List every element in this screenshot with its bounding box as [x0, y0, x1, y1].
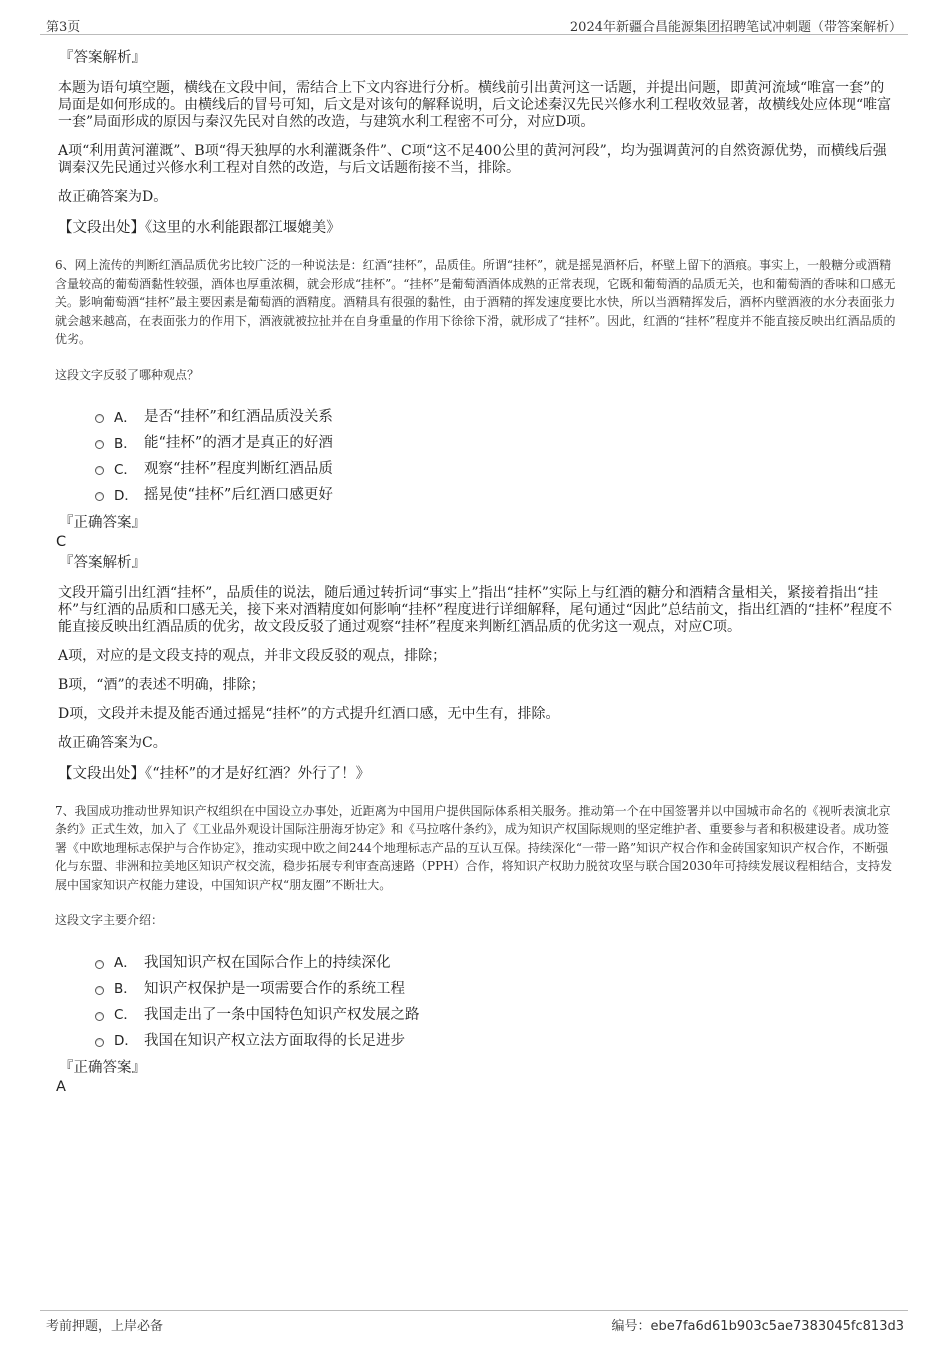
q5-analysis-para: 故正确答案为D。 [58, 189, 168, 205]
option-text: 是否“挂杯”和红酒品质没关系 [144, 409, 333, 425]
option-key: D． [114, 487, 138, 504]
q6-analysis-para: D项，文段并未提及能否通过摇晃“挂杯”的方式提升红酒口感，无中生有，排除。 [58, 705, 560, 722]
radio-icon[interactable] [95, 1038, 104, 1047]
footer-slogan: 考前押题，上岸必备 [46, 1319, 164, 1334]
radio-icon[interactable] [95, 492, 104, 501]
option-text: 我国在知识产权立法方面取得的长足进步 [144, 1032, 405, 1049]
page-header [40, 14, 908, 35]
q7-option-a[interactable] [95, 948, 897, 974]
q7-option-d[interactable] [95, 1026, 897, 1052]
option-text: 我国知识产权在国际合作上的持续深化 [144, 954, 391, 971]
q6-option-b[interactable] [95, 429, 897, 455]
option-key: A． [114, 955, 137, 971]
q6-option-a[interactable] [95, 403, 897, 429]
q6-prompt: 这段文字反驳了哪种观点？ [55, 367, 200, 382]
radio-icon[interactable] [95, 440, 104, 449]
option-key: A． [114, 409, 137, 426]
option-text: 知识产权保护是一项需要合作的系统工程 [144, 980, 405, 997]
q7-options [95, 948, 897, 1052]
q6-option-d[interactable] [95, 481, 897, 507]
q6-analysis-para: 故正确答案为C。 [58, 734, 167, 751]
q7-option-c[interactable] [95, 1000, 897, 1026]
q6-source: 【文段出处】《“挂杯”的才是好红酒？外行了！》 [58, 765, 371, 782]
main-content [55, 44, 897, 1096]
q7-answer: A [56, 1079, 66, 1095]
q5-analysis-label: 『答案解析』 [59, 50, 146, 66]
radio-icon[interactable] [95, 986, 104, 995]
option-text: 摇晃使“挂杯”后红酒口感更好 [144, 487, 333, 503]
q6-analysis-para: A项，对应的是文段支持的观点，并非文段反驳的观点，排除； [58, 647, 447, 664]
page-footer [40, 1310, 908, 1339]
q7-answer-label: 『正确答案』 [59, 1060, 146, 1076]
q6-option-c[interactable] [95, 455, 897, 481]
radio-icon[interactable] [95, 960, 104, 969]
q7-prompt: 这段文字主要介绍： [55, 913, 164, 927]
option-key: C． [114, 461, 137, 478]
option-text: 我国走出了一条中国特色知识产权发展之路 [144, 1006, 420, 1023]
option-text: 观察“挂杯”程度判断红酒品质 [144, 461, 333, 477]
q5-analysis-para: 本题为语句填空题，横线在文段中间，需结合上下文内容进行分析。横线前引出黄河这一话题，并提出问题，即黄河流域“唯富一套”的局面是如何形成的。由横线后的冒号可知，后文是对该句的解释说明，后文论述秦汉先民兴修水利工程收效显著，故横线处应体现“唯富一套”局面形成的原因与秦汉先民对自然的改造，与建筑水利工程密不可分，对应D项。 [58, 80, 892, 130]
q6-answer-label: 『正确答案』 [59, 514, 146, 531]
radio-icon[interactable] [95, 1012, 104, 1021]
option-text: 能“挂杯”的酒才是真正的好酒 [144, 435, 333, 451]
q6-answer: C [56, 533, 67, 550]
option-key: D． [114, 1033, 138, 1049]
document-title: 2024年新疆合昌能源集团招聘笔试冲刺题（带答案解析） [569, 20, 902, 35]
q7-question-text: 7、我国成功推动世界知识产权组织在中国设立办事处，近距离为中国用户提供国际体系相关服务。推动第一个在中国签署并以中国城市命名的《视听表演北京条约》正式生效，加入了《工业品外观设计国际注册海牙协定》和《马拉喀什条约》，成为知识产权国际规则的坚定维护者、重要参与者和积极建设者。成功签署《中欧地理标志保护与合作协定》，推动实现中欧之间244个地理标志产品的互认互保。持续深化“一带一路”知识产权合作和金砖国家知识产权合作，不断强化与东盟、非洲和拉美地区知识产权交流，稳步拓展专利审查高速路（PPH）合作，将知识产权助力脱贫攻坚与联合国2030年可持续发展议程相结合，支持发展中国家知识产权能力建设，中国知识产权“朋友圈”不断壮大。 [55, 803, 893, 892]
q7-option-b[interactable] [95, 974, 897, 1000]
option-key: B． [114, 981, 137, 997]
radio-icon[interactable] [95, 414, 104, 423]
q6-analysis-para: 文段开篇引出红酒“挂杯”，品质佳的说法，随后通过转折词“事实上”指出“挂杯”实际上与红酒的糖分和酒精含量相关，紧接着指出“挂杯”与红酒的品质和口感无关，接下来对酒精度如何影响“挂杯”程度进行详细解释，尾句通过“因此”总结前文，指出红酒的“挂杯”程度不能直接反映出红酒品质的优劣，故文段反驳了通过观察“挂杯”程度来判断红酒品质的优劣这一观点，对应C项。 [58, 584, 893, 635]
page-number: 第3页 [46, 20, 81, 35]
q6-options [95, 403, 897, 507]
q5-analysis-para: A项“利用黄河灌溉”、B项“得天独厚的水利灌溉条件”、C项“这不足400公里的黄河河段”，均为强调黄河的自然资源优势，而横线后强调秦汉先民通过兴修水利工程对自然的改造，与后文话题衔接不当，排除。 [58, 143, 887, 176]
option-key: C． [114, 1007, 137, 1023]
radio-icon[interactable] [95, 466, 104, 475]
document-serial: 编号：ebe7fa6d61b903c5ae7383045fc813d3 [611, 1319, 904, 1334]
q6-analysis-para: B项，“酒”的表述不明确，排除； [58, 676, 265, 693]
q5-source: 【文段出处】《这里的水利能跟都江堰媲美》 [58, 220, 341, 236]
option-key: B． [114, 435, 137, 452]
q6-analysis-label: 『答案解析』 [59, 554, 146, 571]
q6-question-text: 6、网上流传的判断红酒品质优劣比较广泛的一种说法是：红酒“挂杯”，品质佳。所谓“挂杯”，就是摇晃酒杯后，杯壁上留下的酒痕。事实上，一般糖分或酒精含量较高的葡萄酒黏性较强，酒体也厚重浓稠，就会形成“挂杯”。“挂杯”是葡萄酒酒体成熟的正常表现，它既和葡萄酒的品质无关，也和葡萄酒的香味和口感无关。影响葡萄酒“挂杯”最主要因素是葡萄酒的酒精度。酒精具有很强的黏性，由于酒精的挥发速度要比水快，所以当酒精挥发后，酒杯内壁酒液的水分表面张力就会越来越高，在表面张力的作用下，酒液就被拉扯并在自身重量的作用下徐徐下滑，就形成了“挂杯”。因此，红酒的“挂杯”程度并不能直接反映出红酒品质的优劣。 [55, 258, 896, 346]
